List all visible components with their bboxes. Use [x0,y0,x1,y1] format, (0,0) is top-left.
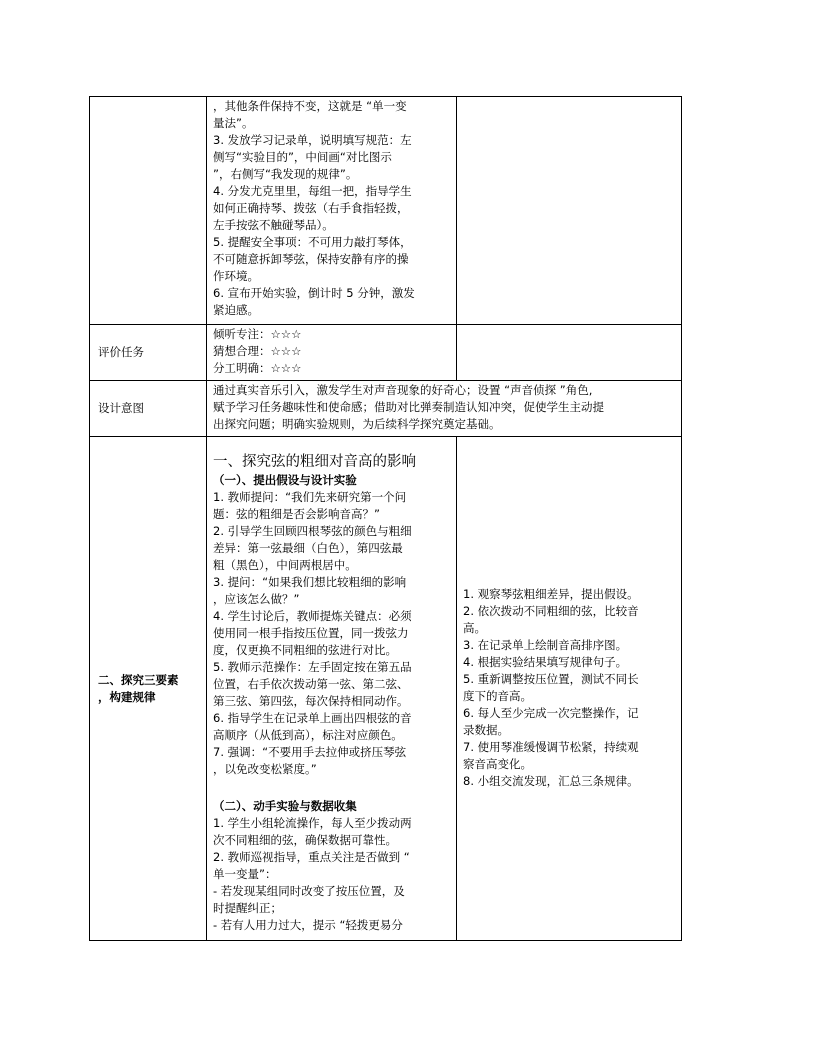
procedure-line: 3. 发放学习记录单，说明填写规范：左 [213,133,412,147]
design-intent-line: 赋予学习任务趣味性和使命感；借助对比弹奏制造认知冲突，促使学生主动提 [213,400,604,414]
student-activity-line: 4. 根据实验结果填写规律句子。 [463,655,628,669]
evaluation-item: 倾听专注：☆☆☆ [213,327,302,341]
student-activity-line: 2. 依次拨动不同粗细的弦，比较音 [463,604,639,618]
student-activity-line: 3. 在记录单上绘制音高排序图。 [463,638,628,652]
part2-step-line: 次不同粗细的弦，确保数据可靠性。 [213,833,397,847]
evaluation-item: 猜想合理：☆☆☆ [213,344,302,358]
part1-step-line: 位置，右手依次拨动第一弦、第二弦、 [213,677,409,691]
procedure-line: 4. 分发尤克里里，每组一把，指导学生 [213,184,412,198]
student-activity-cell [457,437,682,941]
part1-step-line: 使用同一根手指按压位置，同一拨弦力 [213,626,409,640]
explore-row [90,437,682,941]
procedure-line: ”，右侧写“我发现的规律”。 [213,167,358,181]
design-label: 设计意图 [90,381,207,437]
design-intent-line: 出探究问题；明确实验规则，为后续科学探究奠定基础。 [213,417,501,431]
lesson-plan-table [89,96,682,941]
part1-step-line: 7. 强调：“不要用手去拉伸或挤压琴弦 [213,745,407,759]
evaluation-item: 分工明确：☆☆☆ [213,361,302,375]
part1-step-line: 题：弦的粗细是否会影响音高？” [213,507,380,521]
explore-label-line1: 二、探究三要素 [98,672,179,687]
part2-step-line: - 若有人用力过大，提示 “轻拨更易分 [213,918,403,932]
student-activity-line: 7. 使用琴准缓慢调节松紧，持续观 [463,740,639,754]
procedure-line: 6. 宣布开始实验，倒计时 5 分钟，激发 [213,286,415,300]
procedure-line: 如何正确持琴、拨弦（右手食指轻拨， [213,201,409,215]
part1-step-line: 2. 引导学生回顾四根琴弦的颜色与粗细 [213,524,412,538]
part1-step-line: 6. 指导学生在记录单上画出四根弦的音 [213,711,412,725]
part1-step-line: 差异：第一弦最细（白色），第四弦最 [213,541,403,555]
student-activity-line: 8. 小组交流发现，汇总三条规律。 [463,774,639,788]
procedure-line: 侧写“实验目的”，中间画“对比图示 [213,150,392,164]
part1-step-line: 粗（黑色），中间两根居中。 [213,558,357,572]
part1-step-line: 4. 学生讨论后，教师提炼关键点：必须 [213,609,412,623]
student-activity-line: 察音高变化。 [463,757,532,771]
explore-label-line2: ，构建规律 [98,689,156,704]
part2-step-line: - 若发现某组同时改变了按压位置，及 [213,884,405,898]
procedure-line: 5. 提醒安全事项：不可用力敲打琴体， [213,235,412,249]
student-activity-line: 1. 观察琴弦粗细差异，提出假设。 [463,587,639,601]
student-activity-line: 5. 重新调整按压位置，测试不同长 [463,672,639,686]
design-intent-line: 通过真实音乐引入，激发学生对声音现象的好奇心；设置 “声音侦探 ”角色, [213,383,593,397]
part1-step-line: 3. 提问：“如果我们想比较粗细的影响 [213,575,407,589]
student-activity-line: 录数据。 [463,723,509,737]
evaluation-empty-cell [457,325,682,381]
procedure-line: 左手按弦不触碰琴品）。 [213,218,334,232]
empty-label-cell [90,97,207,325]
procedure-line: ，其他条件保持不变，这就是 “单一变 [213,99,407,113]
part2-step-line: 2. 教师巡视指导，重点关注是否做到 “ [213,850,410,864]
procedure-line: 作环境。 [213,269,259,283]
part1-step-line: ，应该怎么做？” [213,592,300,606]
section-heading: 一、探究弦的粗细对音高的影响 [213,454,416,470]
part2-title: （二）、动手实验与数据收集 [213,799,357,813]
part1-title: （一）、提出假设与设计实验 [213,473,357,487]
empty-student-cell [457,97,682,325]
student-activity-line: 高。 [463,621,486,635]
part1-step-line: 第三弦、第四弦，每次保持相同动作。 [213,694,409,708]
teacher-activity-cell [207,437,457,941]
procedure-row [90,97,682,325]
part2-step-line: 单一变量”： [213,867,277,881]
part1-step-line: 1. 教师提问：“我们先来研究第一个问 [213,490,407,504]
design-text-cell [207,381,682,437]
evaluation-row [90,325,682,381]
evaluation-label: 评价任务 [90,325,207,381]
explore-label [90,437,207,941]
part1-step-line: 高顺序（从低到高），标注对应颜色。 [213,728,403,742]
part1-step-line: ，以免改变松紧度。” [213,762,317,776]
part1-step-line: 5. 教师示范操作：左手固定按在第五品 [213,660,412,674]
procedure-line: 紧迫感。 [213,303,259,317]
design-row [90,381,682,437]
evaluation-items-cell [207,325,457,381]
procedure-line: 量法”。 [213,116,254,130]
student-activity-line: 度下的音高。 [463,689,532,703]
part1-step-line: 度，仅更换不同粗细的弦进行对比。 [213,643,397,657]
procedure-line: 不可随意拆卸琴弦，保持安静有序的操 [213,252,409,266]
part2-step-line: 1. 学生小组轮流操作，每人至少拨动两 [213,816,412,830]
student-activity-line: 6. 每人至少完成一次完整操作，记 [463,706,639,720]
procedure-cell [207,97,457,325]
part2-step-line: 时提醒纠正； [213,901,282,915]
